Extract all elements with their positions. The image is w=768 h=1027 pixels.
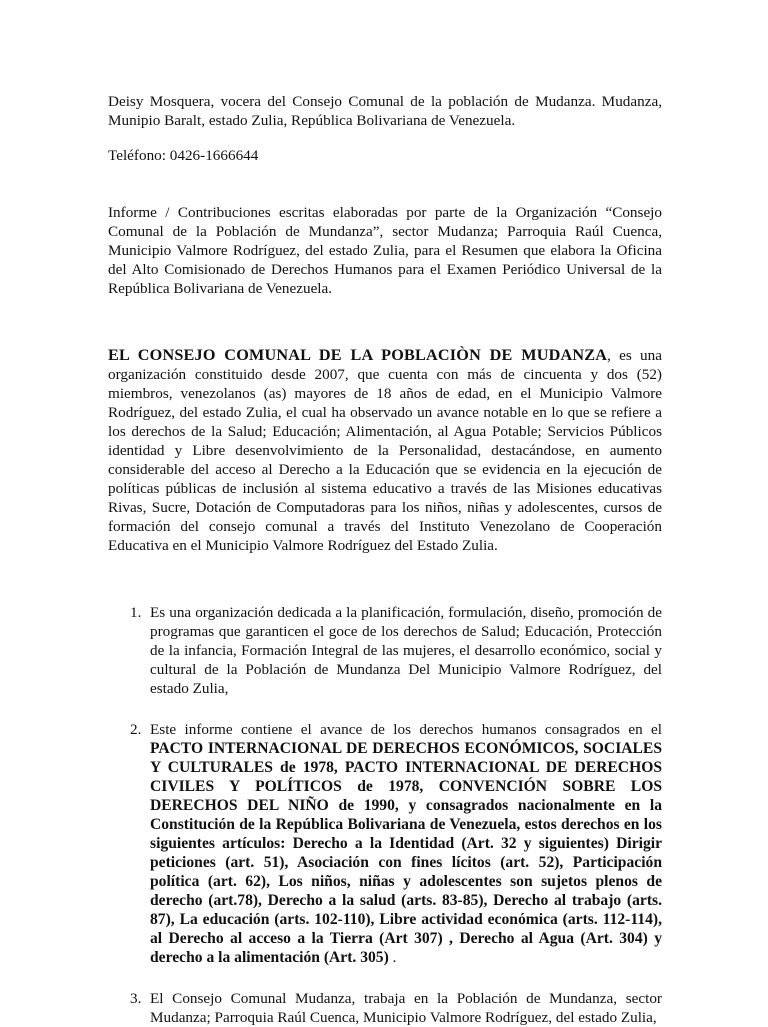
- intro-paragraph: Informe / Contribuciones escritas elaboradas por parte de la Organización “Consejo Comunal de la Población de Mundanza”, sector Mudanza; Parroquia Raúl Cuenca, Municipio Valmore Rodríguez, del estado Zulia, para el Resumen que elabora la Oficina del Alto Comisionado de Derechos Humanos para el Examen Periódico Universal de la República Bolivariana de Venezuela.: [108, 204, 662, 297]
- main-paragraph-body: , es una organización constituido desde 2007, que cuenta con más de cincuenta y dos (52) miembros, venezolanos (as) mayores de 18 años de edad, en el Municipio Valmore Rodríguez, del estado Zulia, el cual ha observado un avance notable en lo que se refiere a los derechos de la Salud; Educación; Alimentación, al Agua Potable; Servicios Públicos identidad y Libre desenvolvimiento de la Personalidad, destacándose, en aumento considerable del acceso al Derecho a la Educación que se evidencia en la ejecución de políticas públicas de inclusión al sistema educativo a través de las Misiones educativas Rivas, Sucre, Dotación de Computadoras para los niños, niñas y adolescentes, cursos de formación del consejo comunal a través del Instituto Venezolano de Cooperación Educativa en el Municipio Valmore Rodríguez del Estado Zulia.: [108, 347, 662, 554]
- list-item: [108, 603, 662, 698]
- numbered-list: [108, 603, 662, 1027]
- list-item-text: Es una organización dedicada a la planificación, formulación, diseño, promoción de programas que garanticen el goce de los derechos de Salud; Educación, Protección de la infancia, Formación Integral de las mujeres, el desarrollo económico, social y cultural de la Población de Mundanza Del Municipio Valmore Rodríguez, del estado Zulia,: [150, 604, 662, 697]
- list-number: 2.: [130, 721, 142, 738]
- list-number: 3.: [130, 990, 142, 1007]
- organization-name: EL CONSEJO COMUNAL DE LA POBLACIÒN DE MUDANZA: [108, 346, 608, 364]
- list-number: 1.: [130, 604, 142, 621]
- list-item: [108, 989, 662, 1027]
- list-item: [108, 720, 662, 967]
- list-item-intro: Este informe contiene el avance de los derechos humanos consagrados en el: [150, 721, 662, 738]
- list-item-text: [150, 720, 662, 967]
- phone-line: Teléfono: 0426-1666644: [108, 147, 259, 164]
- main-paragraph: [108, 346, 662, 555]
- document-page: [108, 92, 662, 1027]
- list-item-text: El Consejo Comunal Mudanza, trabaja en la Población de Mundanza, sector Mudanza; Parroquia Raúl Cuenca, Municipio Valmore Rodríguez, del estado Zulia,: [150, 990, 662, 1026]
- treaties-and-articles: PACTO INTERNACIONAL DE DERECHOS ECONÓMICOS, SOCIALES Y CULTURALES de 1978, PACTO INTERNACIONAL DE DERECHOS CIVILES Y POLÍTICOS de 1978, CONVENCIÓN SOBRE LOS DERECHOS DEL NIÑO de 1990, y consagrados nacionalmente en la Constitución de la República Bolivariana de Venezuela, estos derechos en los siguientes artículos: Derecho a la Identidad (Art. 32 y siguientes) Dirigir peticiones (art. 51), Asociación con fines lícitos (art. 52), Participación política (art. 62), Los niños, niñas y adolescentes son sujetos plenos de derecho (art.78), Derecho a la salud (arts. 83-85), Derecho al trabajo (arts. 87), La educación (arts. 102-110), Libre actividad económica (arts. 112-114), al Derecho al acceso a la Tierra (Art 307) , Derecho al Agua (Art. 304) y derecho a la alimentación (Art. 305): [150, 740, 662, 966]
- list-item-end: .: [388, 949, 397, 966]
- author-line: Deisy Mosquera, vocera del Consejo Comunal de la población de Mudanza. Mudanza, Munipio Baralt, estado Zulia, República Bolivariana de Venezuela.: [108, 93, 662, 129]
